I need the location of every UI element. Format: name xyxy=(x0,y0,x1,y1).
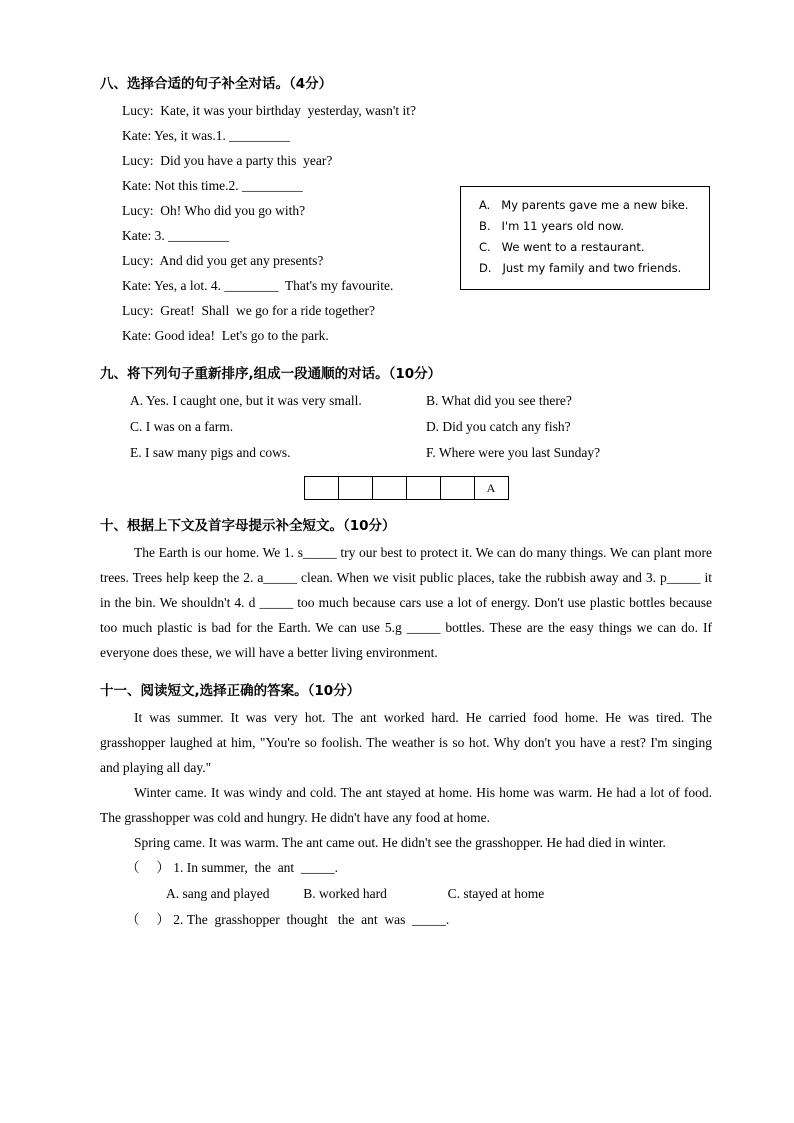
dialog-line: Kate: Yes, it was.1. _________ xyxy=(122,128,290,143)
section-nine-heading: 九、将下列句子重新排序,组成一段通顺的对话。（10分） xyxy=(100,366,442,382)
dialog-line: Lucy: Did you have a party this year? xyxy=(122,153,333,168)
sentence-f: F. Where were you last Sunday? xyxy=(425,445,601,460)
dialog-line: Lucy: Kate, it was your birthday yesterday, wasn't it? xyxy=(122,103,416,118)
dialog-block xyxy=(100,98,712,348)
section-eleven xyxy=(100,679,712,933)
question-1-options[interactable]: A. sang and played B. worked hard C. stayed at home xyxy=(166,886,545,901)
question-2-stem: （ ） 2. The grasshopper thought the ant was _____. xyxy=(126,912,450,927)
dialog-line: Kate: Good idea! Let's go to the park. xyxy=(122,328,329,343)
section-ten-heading: 十、根据上下文及首字母提示补全短文。（10分） xyxy=(100,518,396,534)
sentence-row xyxy=(130,414,712,440)
reading-paragraph-2: Winter came. It was windy and cold. The ant stayed at home. His home was warm. He had a lot of food. The grasshopper was cold and hungry. He didn't have any food at home. xyxy=(100,785,712,825)
answer-cell[interactable] xyxy=(339,476,373,500)
dialog-line: Kate: Not this time.2. _________ xyxy=(122,178,303,193)
answer-cell[interactable]: A xyxy=(475,476,509,500)
ordering-answer-grid xyxy=(100,476,712,500)
sentence-c: C. I was on a farm. xyxy=(130,419,234,434)
sentence-a: A. Yes. I caught one, but it was very small. xyxy=(130,393,362,408)
answer-cell[interactable] xyxy=(441,476,475,500)
sentence-list xyxy=(130,388,712,466)
section-eight-heading: 八、选择合适的句子补全对话。（4分） xyxy=(100,76,333,92)
reading-paragraph-3: Spring came. It was warm. The ant came out. He didn't see the grasshopper. He had died in winter. xyxy=(134,835,666,850)
answer-cell[interactable] xyxy=(407,476,441,500)
answer-cell[interactable] xyxy=(304,476,339,500)
sentence-row xyxy=(130,388,712,414)
section-eleven-heading: 十一、阅读短文,选择正确的答案。（10分） xyxy=(100,683,361,699)
dialog-line: Lucy: Great! Shall we go for a ride together? xyxy=(122,303,376,318)
sentence-b: B. What did you see there? xyxy=(425,393,572,408)
sentence-e: E. I saw many pigs and cows. xyxy=(130,445,291,460)
option-b: B. I'm 11 years old now. xyxy=(479,219,625,233)
question-1-stem: （ ） 1. In summer, the ant _____. xyxy=(126,860,339,875)
option-c: C. We went to a restaurant. xyxy=(479,240,645,254)
section-nine xyxy=(100,362,712,500)
dialog-line: Kate: Yes, a lot. 4. ________ That's my favourite. xyxy=(122,278,394,293)
section-eight xyxy=(100,72,712,348)
sentence-d: D. Did you catch any fish? xyxy=(425,419,571,434)
dialog-line: Lucy: Oh! Who did you go with? xyxy=(122,203,306,218)
page-content xyxy=(100,72,712,933)
sentence-row xyxy=(130,440,712,466)
answer-cell[interactable] xyxy=(373,476,407,500)
dialog-line: Lucy: And did you get any presents? xyxy=(122,253,324,268)
section-ten xyxy=(100,514,712,665)
cloze-paragraph: The Earth is our home. We 1. s_____ try our best to protect it. We can do many things. We can plant more trees. Trees help keep the 2. a_____ clean. When we visit public places, take the rubbish away and 3. p_____ it in the bin. We shouldn't 4. d _____ too much because cars use a lot of energy. Don't use plastic bottles because too much plastic is bad for the Earth. We can use 5.g _____ bottles. These are the easy things we can do. If everyone does these, we will have a better living environment. xyxy=(100,545,712,660)
answer-options-box xyxy=(460,186,710,290)
option-d: D. Just my family and two friends. xyxy=(479,261,682,275)
dialog-line: Kate: 3. _________ xyxy=(122,228,229,243)
option-a: A. My parents gave me a new bike. xyxy=(479,198,689,212)
reading-paragraph-1: It was summer. It was very hot. The ant worked hard. He carried food home. He was tired. The grasshopper laughed at him, "You're so foolish. The weather is so hot. Why don't you have a rest? I'm singing and playing all day." xyxy=(100,710,712,775)
